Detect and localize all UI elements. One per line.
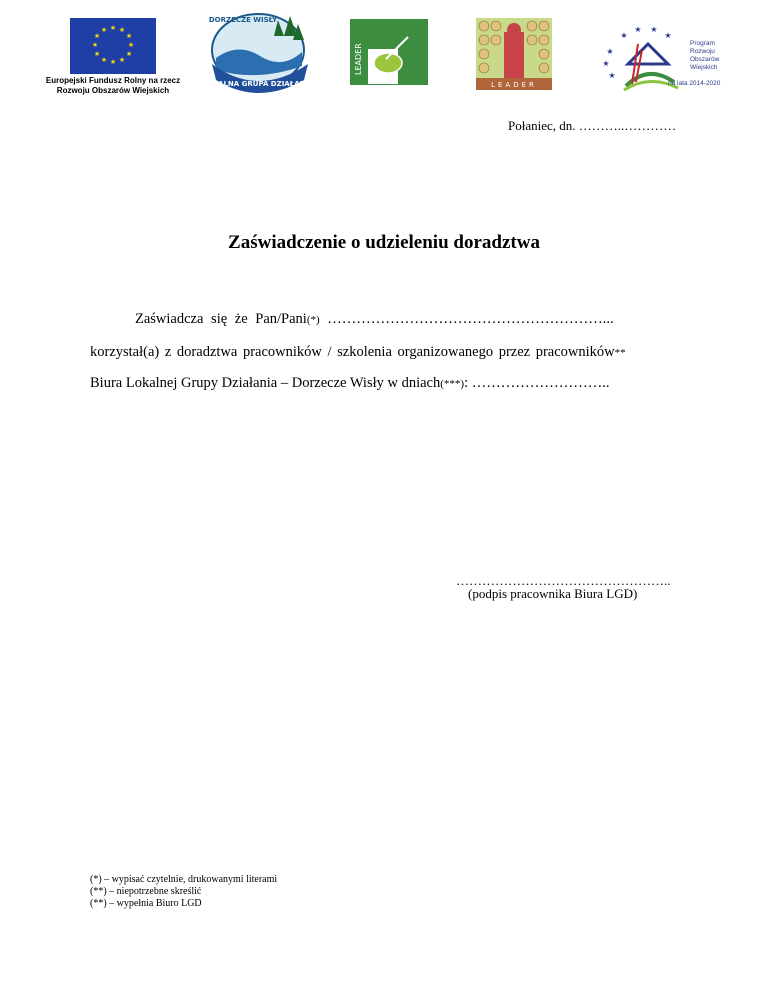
certificate-line-1 bbox=[135, 311, 614, 328]
svg-text:★: ★ bbox=[109, 58, 117, 66]
footnote-2: (**) – niepotrzebne skreślić bbox=[90, 886, 202, 897]
lgd-logo-bottom-text: LOKALNA GRUPA DZIAŁANIA bbox=[202, 80, 314, 88]
line1-text: Zaświadcza się że Pan/Pani bbox=[135, 311, 307, 327]
svg-text:★: ★ bbox=[608, 71, 616, 80]
prow-caption bbox=[690, 40, 719, 72]
svg-text:★: ★ bbox=[127, 41, 135, 49]
certificate-line-3 bbox=[90, 375, 609, 392]
svg-text:★: ★ bbox=[118, 26, 126, 34]
svg-text:★: ★ bbox=[100, 56, 108, 64]
footnotes bbox=[90, 874, 277, 910]
svg-text:★: ★ bbox=[606, 47, 614, 56]
prow-line-2: Rozwoju bbox=[690, 48, 715, 55]
prow-line-1: Program bbox=[690, 40, 715, 47]
leader-mosaic-logo bbox=[476, 18, 552, 90]
lgd-logo-top-text: DORZECZE WISŁY bbox=[208, 16, 278, 24]
svg-text:★: ★ bbox=[125, 32, 133, 40]
eu-caption-line1: Europejski Fundusz Rolny na rzecz bbox=[45, 76, 181, 85]
line3-text: Biura Lokalnej Grupy Działania – Dorzecze Wisły w dniach bbox=[90, 375, 441, 391]
leader-logo bbox=[350, 19, 428, 85]
svg-text:★: ★ bbox=[109, 24, 117, 32]
prow-line-3: Obszarów bbox=[690, 56, 720, 63]
eu-caption-line2: Rozwoju Obszarów Wiejskich bbox=[56, 86, 170, 95]
place-date: Połaniec, dn. ………..………… bbox=[508, 118, 677, 133]
signature-dots: ………………………………………….. bbox=[456, 573, 671, 588]
svg-text:★: ★ bbox=[602, 59, 610, 68]
svg-text:★: ★ bbox=[100, 26, 108, 34]
name-fill-dots: …………………………………………………... bbox=[319, 311, 614, 327]
svg-text:★: ★ bbox=[634, 25, 642, 34]
certificate-line-2 bbox=[90, 344, 626, 361]
line1-footnote-mark: (*) bbox=[306, 314, 320, 326]
svg-text:★: ★ bbox=[664, 31, 672, 40]
svg-text:★: ★ bbox=[91, 41, 99, 49]
signature-label: (podpis pracownika Biura LGD) bbox=[468, 586, 638, 601]
logo-bar bbox=[0, 0, 768, 110]
line2-footnote-mark: ** bbox=[614, 347, 626, 359]
line2-text: korzystał(a) z doradztwa pracowników / szkolenia organizowanego przez pracowników bbox=[90, 344, 615, 360]
eu-fund-caption bbox=[38, 76, 188, 96]
eu-flag-logo bbox=[70, 18, 156, 74]
line3-footnote-mark: (***) bbox=[440, 378, 465, 390]
document-title: Zaświadczenie o udzieleniu doradztwa bbox=[228, 232, 540, 253]
leader-mosaic-text: LEADER bbox=[491, 81, 537, 89]
lgd-dorzecze-wisly-logo bbox=[198, 6, 318, 94]
prow-years: na lata 2014-2020 bbox=[668, 80, 721, 87]
svg-text:★: ★ bbox=[93, 32, 101, 40]
svg-text:★: ★ bbox=[650, 25, 658, 34]
date-fill-dots: : ……………………….. bbox=[464, 375, 610, 391]
svg-text:★: ★ bbox=[93, 50, 101, 58]
svg-text:★: ★ bbox=[118, 56, 126, 64]
footnote-1: (*) – wypisać czytelnie, drukowanymi literami bbox=[90, 874, 278, 885]
prow-line-4: Wiejskich bbox=[690, 64, 718, 71]
footnote-3: (**) – wypełnia Biuro LGD bbox=[90, 898, 202, 909]
svg-text:★: ★ bbox=[125, 50, 133, 58]
svg-text:★: ★ bbox=[620, 31, 628, 40]
leader-logo-text: LEADER bbox=[354, 43, 363, 75]
